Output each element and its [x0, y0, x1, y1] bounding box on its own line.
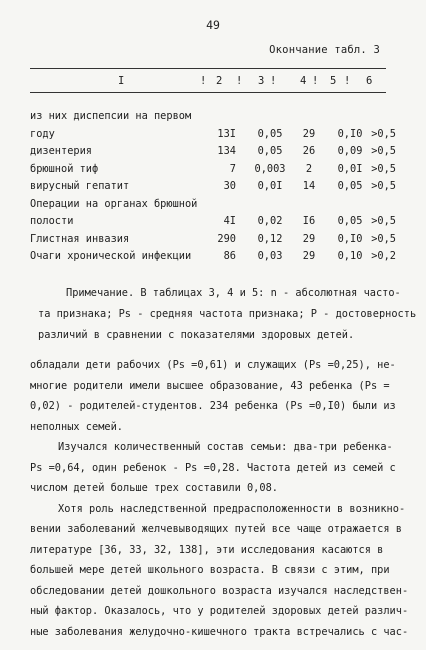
page-number: 49 [206, 18, 220, 32]
row-label: брюшной тиф [30, 162, 99, 175]
cell-ps: 0,03 [257, 250, 283, 262]
body-line: числом детей больше трех составили 0,08. [30, 482, 278, 494]
row-label: Операции на органах брюшной [30, 197, 198, 210]
body-text [30, 355, 409, 642]
row-label: вирусный гепатит [30, 180, 130, 192]
body-line: 0,02) - родителей-студентов. 234 ребенка (Ps =0,I0) были из [30, 400, 396, 412]
row-label: из них диспепсии на первом [30, 110, 192, 122]
table-caption: Окончание табл. 3 [269, 44, 380, 56]
body-line: обладали дети рабочих (Ps =0,61) и служащих (Ps =0,25), не- [30, 359, 396, 371]
cell-n-healthy: 2 [305, 162, 313, 175]
cell-ps-healthy: 0,09 [337, 145, 363, 157]
table-row [30, 161, 396, 179]
column-header-1: I [118, 75, 125, 87]
row-label: Очаги хронической инфекции [30, 250, 192, 262]
cell-ps: 0,05 [257, 145, 283, 157]
cell-p: >0,5 [371, 232, 396, 245]
table-header-rule [30, 92, 386, 93]
column-separator: ! [312, 75, 319, 87]
body-line: Ps =0,64, один ребенок - Ps =0,28. Частота детей из семей с [30, 461, 396, 474]
column-separator: ! [344, 75, 351, 87]
cell-n-healthy: I6 [302, 215, 316, 227]
cell-ps-healthy: 0,10 [337, 250, 363, 262]
cell-ps: 0,02 [257, 215, 283, 227]
cell-ps-healthy: 0,I0 [337, 232, 363, 245]
row-label: Глистная инвазия [30, 232, 130, 245]
cell-n-healthy: 29 [302, 232, 316, 245]
column-header-3: 3 [258, 75, 265, 87]
body-line: литературе [36, 33, 32, 138], эти исследования касаются в [30, 543, 384, 556]
cell-n-healthy: 26 [302, 145, 316, 157]
cell-p: >0,5 [371, 162, 396, 175]
body-line: обследовании детей дошкольного возраста изучался наследствен- [30, 584, 409, 597]
body-line: большей мере детей школьного возраста. В связи с этим, при [30, 564, 390, 576]
row-label: полости [30, 215, 74, 227]
cell-n: 86 [223, 250, 236, 262]
body-line: Изучался количественный состав семьи: два-три ребенка- [58, 441, 393, 453]
column-header-4: 4 [300, 75, 307, 87]
cell-n-healthy: 14 [302, 180, 316, 192]
body-line: ный фактор. Оказалось, что у родителей здоровых детей различ- [30, 605, 409, 617]
cell-p: >0,5 [371, 127, 396, 140]
column-separator: ! [236, 75, 243, 87]
footnote-line: та признака; Ps - средняя частота признака; P - достоверность [38, 308, 417, 320]
table-row [30, 196, 390, 214]
cell-ps: 0,12 [257, 232, 283, 245]
row-label: дизентерия [30, 145, 92, 157]
cell-ps: 0,0I [257, 180, 283, 192]
cell-p: >0,2 [371, 250, 396, 262]
cell-p: >0,5 [371, 180, 396, 192]
cell-ps: 0,05 [257, 127, 283, 140]
table-body [30, 108, 396, 266]
cell-ps-healthy: 0,0I [337, 162, 363, 175]
cell-ps: 0,003 [254, 162, 286, 175]
cell-n: 7 [229, 162, 236, 175]
table-row [30, 231, 396, 249]
table-top-rule [30, 68, 386, 69]
column-separator: ! [200, 75, 207, 87]
body-line: ные заболевания желудочно-кишечного тракта встречались с час- [30, 625, 409, 638]
cell-n-healthy: 29 [302, 127, 316, 140]
table-row [30, 248, 396, 266]
body-line: вении заболеваний желчевыводящих путей все чаще отражается в [30, 523, 402, 535]
body-line: неполных семей. [30, 420, 123, 433]
cell-n: 13I [217, 127, 236, 140]
body-line: Хотя роль наследственной предрасположенности в возникно- [58, 502, 406, 515]
cell-ps-healthy: 0,05 [337, 180, 363, 192]
cell-n: 134 [217, 145, 236, 157]
footnote-line: Примечание. В таблицах 3, 4 и 5: n - абсолютная часто- [66, 287, 401, 299]
cell-p: >0,5 [371, 215, 396, 227]
cell-ps-healthy: 0,I0 [337, 127, 363, 140]
cell-n: 4I [223, 215, 236, 227]
column-header-2: 2 [216, 75, 223, 87]
body-line: многие родители имели высшее образование, 43 ребенка (Ps = [30, 379, 390, 392]
cell-n: 290 [217, 232, 236, 245]
column-header-5: 5 [330, 75, 337, 87]
row-label: году [30, 127, 55, 140]
column-separator: ! [270, 75, 277, 87]
table-row [30, 108, 390, 126]
table-footnote [38, 283, 417, 346]
cell-n-healthy: 29 [302, 250, 316, 262]
table-row [30, 178, 396, 196]
cell-ps-healthy: 0,05 [337, 215, 363, 227]
cell-n: 30 [223, 180, 236, 192]
column-header-6: 6 [366, 75, 373, 87]
table-row [30, 143, 396, 161]
table-row [30, 126, 396, 144]
cell-p: >0,5 [371, 145, 396, 157]
footnote-line: различий в сравнении с показателями здоровых детей. [38, 329, 355, 341]
table-row [30, 213, 396, 231]
